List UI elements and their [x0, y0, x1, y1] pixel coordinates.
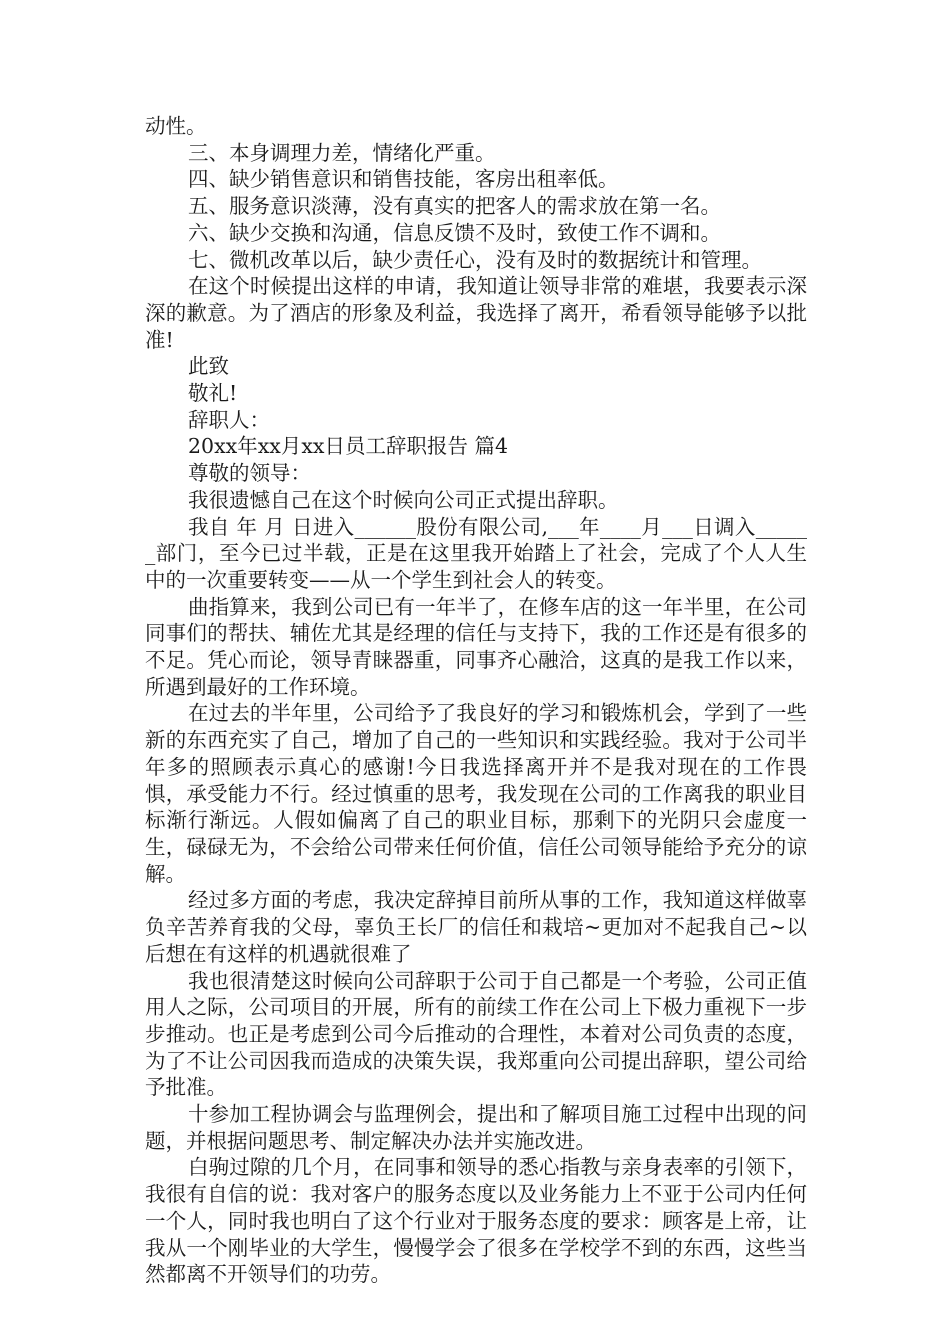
document-body [145, 113, 807, 1288]
paragraph: 我自 年 月 日进入______股份有限公司,___年____月___日调入______部门，至今已过半载，正是在这里我开始踏上了社会，完成了个人人生中的一次重要转变——从一个学生到社会人的转变。 [145, 514, 807, 592]
paragraph: 五、服务意识淡薄，没有真实的把客人的需求放在第一名。 [188, 194, 721, 219]
paragraph: 白驹过隙的几个月，在同事和领导的悉心指教与亲身表率的引领下，我很有自信的说：我对客户的服务态度以及业务能力上不亚于公司内任何一个人，同时我也明白了这个行业对于服务态度的要求：顾客是上帝，让我从一个刚毕业的大学生，慢慢学会了很多在学校学不到的东西，这些当然都离不开领导们的功劳。 [145, 1155, 807, 1287]
paragraph: 在这个时候提出这样的申请，我知道让领导非常的难堪，我要表示深深的歉意。为了酒店的形象及利益，我选择了离开，希看领导能够予以批准! [145, 274, 807, 352]
greeting: 尊敬的领导： [188, 461, 311, 486]
paragraph: 十参加工程协调会与监理例会，提出和了解项目施工过程中出现的问题，并根据问题思考、制定解决办法并实施改进。 [145, 1102, 807, 1153]
paragraph: 七、微机改革以后，缺少责任心，没有及时的数据统计和管理。 [188, 247, 762, 272]
closing-salutation: 敬礼! [188, 381, 238, 406]
section-heading: 20xx年xx月xx日员工辞职报告 篇4 [188, 434, 509, 459]
paragraph: 四、缺少销售意识和销售技能，客房出租率低。 [188, 167, 619, 192]
paragraph: 我很遗憾自己在这个时候向公司正式提出辞职。 [188, 487, 619, 512]
paragraph: 六、缺少交换和沟通，信息反馈不及时，致使工作不调和。 [188, 220, 721, 245]
paragraph: 经过多方面的考虑，我决定辞掉目前所从事的工作，我知道这样做辜负辛苦养育我的父母，辜负王长厂的信任和栽培~更加对不起我自己~以后想在有这样的机遇就很难了 [145, 888, 807, 966]
paragraph: 三、本身调理力差，情绪化严重。 [188, 140, 496, 165]
paragraph: 动性。 [145, 114, 207, 138]
paragraph: 在过去的半年里，公司给予了我良好的学习和锻炼机会，学到了一些新的东西充实了自己，增加了自己的一些知识和实践经验。我对于公司半年多的照顾表示真心的感谢!今日我选择离开并不是我对现在的工作畏惧，承受能力不行。经过慎重的思考，我发现在公司的工作离我的职业目标渐行渐远。人假如偏离了自己的职业目标，那剩下的光阴只会虚度一生，碌碌无为，不会给公司带来任何价值，信任公司领导能给予充分的谅解。 [145, 701, 807, 886]
closing-salutation: 此致 [188, 354, 229, 379]
paragraph: 曲指算来，我到公司已有一年半了，在修车店的这一年半里，在公司同事们的帮扶、辅佐尤其是经理的信任与支持下，我的工作还是有很多的不足。凭心而论，领导青睐器重，同事齐心融洽，这真的是我工作以来，所遇到最好的工作环境。 [145, 594, 807, 699]
paragraph: 我也很清楚这时候向公司辞职于公司于自己都是一个考验，公司正值用人之际，公司项目的开展，所有的前续工作在公司上下极力重视下一步步推动。也正是考虑到公司今后推动的合理性，本着对公司负责的态度，为了不让公司因我而造成的决策失误，我郑重向公司提出辞职，望公司给予批准。 [145, 968, 807, 1100]
signature-line: 辞职人： [188, 407, 270, 432]
